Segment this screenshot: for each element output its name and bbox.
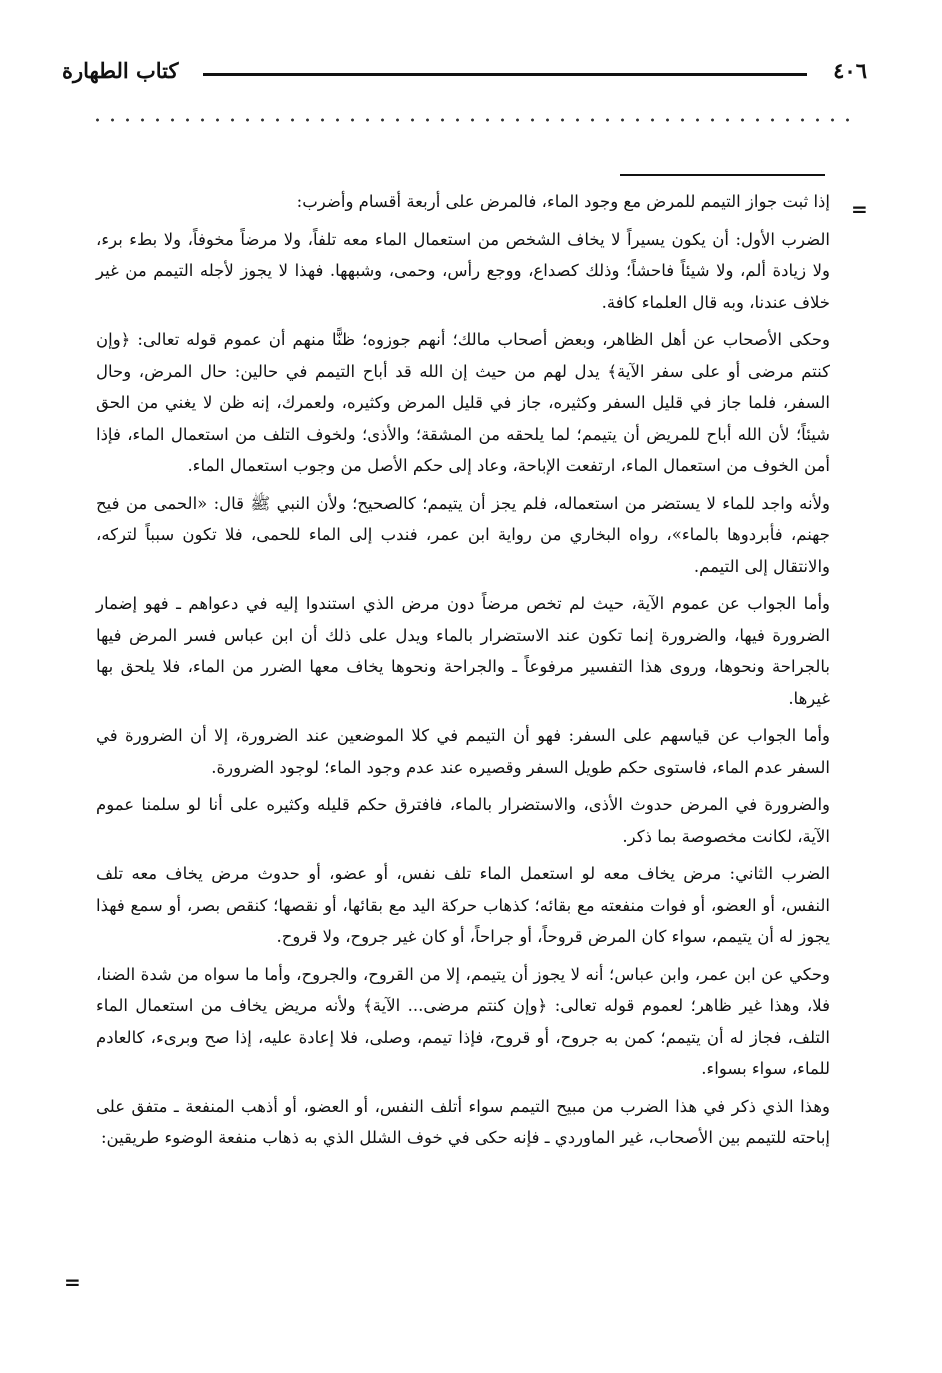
footnote-rule xyxy=(620,174,825,176)
paragraph: والضرورة في المرض حدوث الأذى، والاستضرار بالماء، فافترق حكم قليله وكثيره على أنا لو سلمنا عموم الآية، لكانت مخصوصة بما ذكر. xyxy=(96,795,830,846)
paragraph: إذا ثبت جواز التيمم للمرض مع وجود الماء، فالمرض على أربعة أقسام وأضرب: xyxy=(296,192,830,211)
body-text xyxy=(96,186,830,1160)
header-rule xyxy=(203,73,807,76)
book-title: كتاب الطهارة xyxy=(62,58,179,83)
page-header xyxy=(62,54,867,94)
paragraph: وهذا الذي ذكر في هذا الضرب من مبيح التيمم سواء أتلف النفس، أو العضو، أو أذهب المنفعة ـ متفق على إباحته للتيمم بين الأصحاب، غير الماوردي ـ فإنه حكى في خوف الشلل الذي به ذهاب منفعة الوضوء طريقين: xyxy=(96,1096,830,1147)
paragraph: الضرب الأول: أن يكون يسيراً لا يخاف الشخص من استعمال الماء معه تلفاً، ولا مرضاً مخوفاً، ولا بطء برء، ولا زيادة ألم، ولا شيئاً فاحشاً؛ وذلك كصداع، ووجع رأس، وحمى، وشبهها. فهذا لا يجوز لأجله التيمم من غير خلاف عندنا، وبه قال العلماء كافة. xyxy=(96,229,830,312)
dotted-separator xyxy=(90,114,860,126)
paragraph: الضرب الثاني: مرض يخاف معه لو استعمل الماء تلف نفس، أو عضو، أو حدوث مرض يخاف معه تلف النفس، أو العضو، أو فوات منفعته مع بقائه؛ كذهاب حركة اليد مع بقائها، أو نقصها؛ كنقص بصر، أو سمع فهذا يجوز له أن يتيمم، سواء كان المرض قروحاً، أو جراحاً، أو كان غير جروح، ولا قروح. xyxy=(96,864,830,946)
paragraph: وحكى الأصحاب عن أهل الظاهر، وبعض أصحاب مالك؛ أنهم جوزوه؛ ظنًّا منهم أن عموم قوله تعالى: ﴿وإن كنتم مرضى أو على سفر الآية﴾ يدل لهم من حيث إن الله قد أباح التيمم في حالين: حال المرض، وحال السفر، فلما جاز في قليل السفر وكثيره، جاز في قليل المرض وكثيره، ولعمرك، إنه ظن لا يغني من الحق شيئاً؛ لأن الله أباح للمريض أن يتيمم؛ لما يلحقه من المشقة؛ والأذى؛ ولخوف التلف من استعمال الماء، فإذا أمن الخوف من استعمال الماء، ارتفعت الإباحة، وعاد إلى حكم الأصل من وجوب استعمال الماء. xyxy=(96,330,830,475)
continuation-mark-top: = xyxy=(851,197,868,221)
page-number: ٤٠٦ xyxy=(833,58,867,83)
paragraph: وأما الجواب عن قياسهم على السفر: فهو أن التيمم في كلا الموضعين عند الضرورة، إلا أن الضرورة في السفر عدم الماء، فاستوى حكم طويل السفر وقصيره عند عدم وجود الماء؛ لوجود الضرورة. xyxy=(96,726,830,777)
paragraph: ولأنه واجد للماء لا يستضر من استعماله، فلم يجز أن يتيمم؛ كالصحيح؛ ولأن النبي ﷺ قال: «الحمى من فيح جهنم، فأبردوها بالماء»، رواه البخاري من رواية ابن عمر، فندب إلى الماء للحمى، فلا تكون سبباً لتركه، والانتقال إلى التيمم. xyxy=(96,493,830,576)
paragraph: وحكي عن ابن عمر، وابن عباس؛ أنه لا يجوز أن يتيمم، إلا من القروح، والجروح، وأما ما سواه من شدة الضنا، فلا، وهذا غير ظاهر؛ لعموم قوله تعالى: ﴿وإن كنتم مرضى... الآية﴾ ولأنه مريض يخاف من استعمال الماء التلف، فجاز له أن يتيمم؛ كمن به جروح، أو قروح، فإذا تيمم، وصلى، فلا إعادة عليه، إذا صح وبرىء، كالعادم للماء، سواء بسواء. xyxy=(96,964,830,1078)
continuation-mark-bottom: = xyxy=(64,1270,81,1294)
paragraph: وأما الجواب عن عموم الآية، حيث لم تخص مرضاً دون مرض الذي استندوا إليه في دعواهم ـ فهو إضمار الضرورة فيها، والضرورة إنما تكون عند الاستضرار بالماء ويدل على ذلك أن ابن عباس فسر المرض فيها بالجراحة ونحوها، وروى هذا التفسير مرفوعاً ـ والجراحة ونحوها يخاف معها الضرر من الماء، فلا يلحق بها غيرها. xyxy=(96,594,830,708)
